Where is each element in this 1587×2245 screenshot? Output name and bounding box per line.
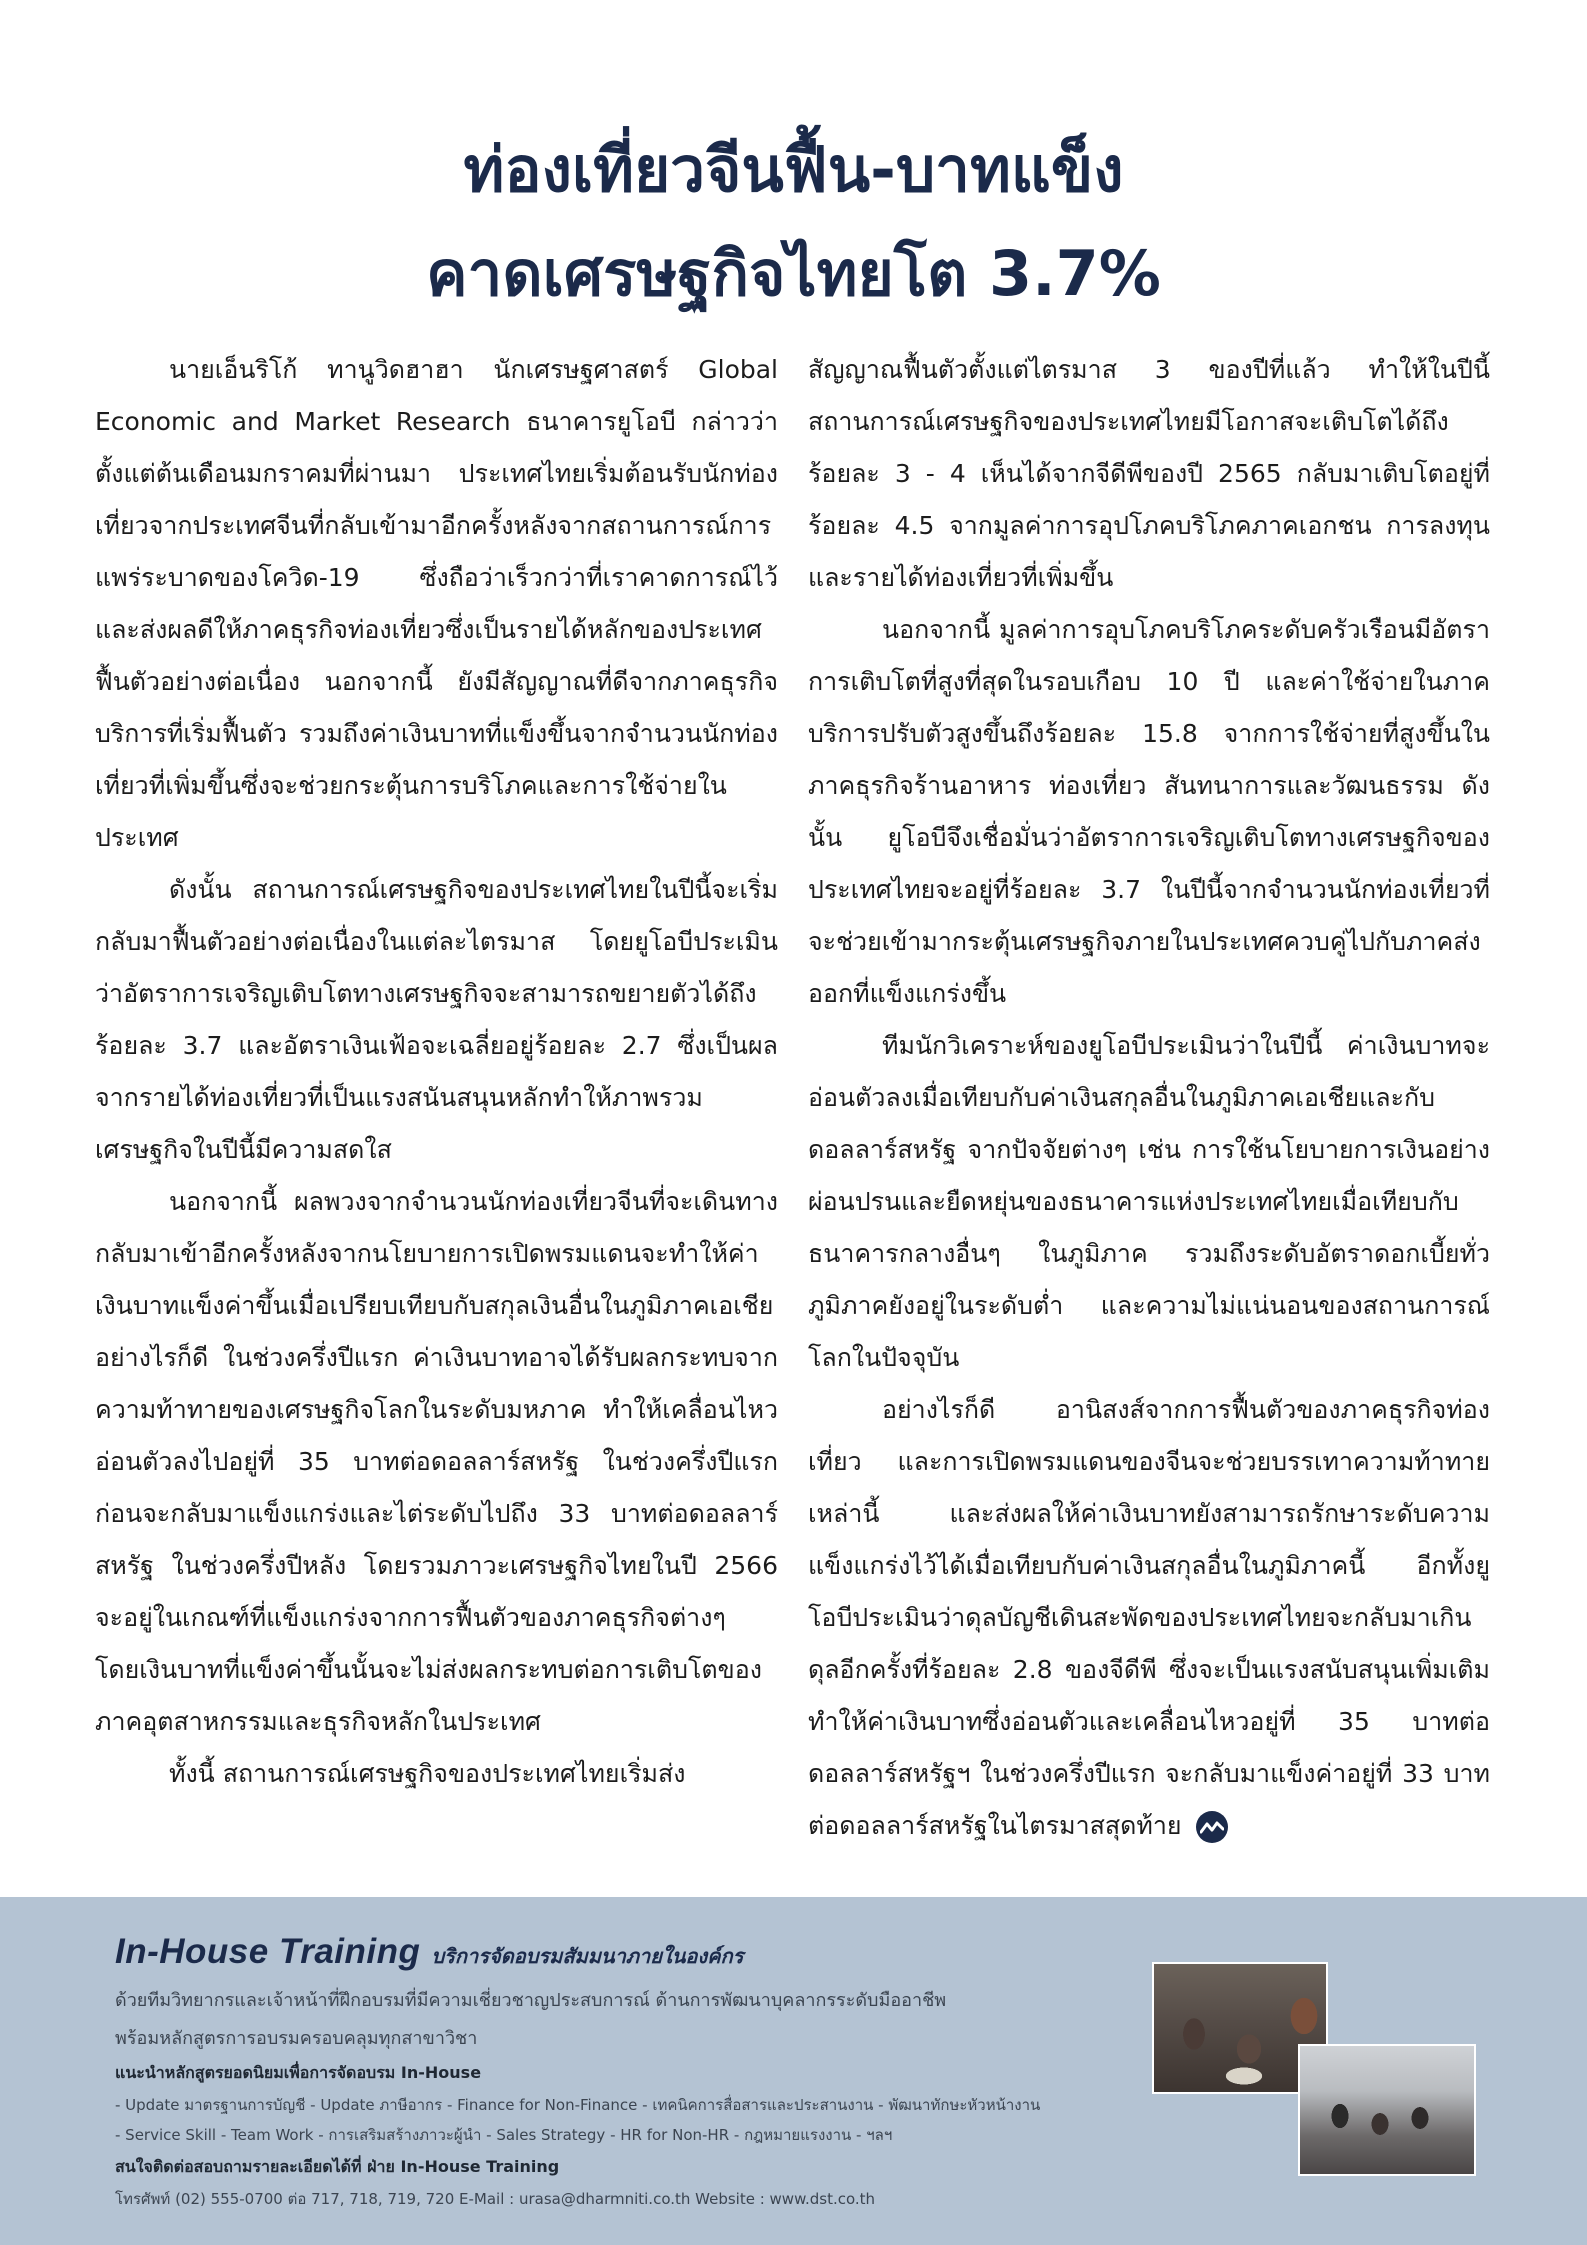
paragraph-last (808, 1384, 1490, 1852)
paragraph: นอกจากนี้ มูลค่าการอุบโภคบริโภคระดับครัวเรือนมีอัตราการเติบโตที่สูงที่สุดในรอบเกือบ 10 ปี และค่าใช้จ่ายในภาคบริการปรับตัวสูงขึ้นถึงร้อยละ 15.8 จากการใช้จ่ายที่สูงขึ้นในภาคธุรกิจร้านอาหาร ท่องเที่ยว สันทนาการและวัฒนธรรม ดังนั้น ยูโอบีจึงเชื่อมั่นว่าอัตราการเจริญเติบโตทางเศรษฐกิจของประเทศไทยจะอยู่ที่ร้อยละ 3.7 ในปีนี้จากจำนวนนักท่องเที่ยวที่จะช่วยเข้ามากระตุ้นเศรษฐกิจภายในประเทศควบคู่ไปกับภาคส่งออกที่แข็งแกร่งขึ้น (808, 615, 1490, 1008)
paragraph: นายเอ็นริโก้ ทานูวิดฮาฮา นักเศรษฐศาสตร์ Global Economic and Market Research ธนาคารยูโอบี กล่าวว่า ตั้งแต่ต้นเดือนมกราคมที่ผ่านมา ประเทศไทยเริ่มต้อนรับนักท่องเที่ยวจากประเทศจีนที่กลับเข้ามาอีกครั้งหลังจากสถานการณ์การแพร่ระบาดของโควิด-19 ซึ่งถือว่าเร็วกว่าที่เราคาดการณ์ไว้ และส่งผลดีให้ภาคธุรกิจท่องเที่ยวซึ่งเป็นรายได้หลักของประเทศฟื้นตัวอย่างต่อเนื่อง นอกจากนี้ ยังมีสัญญาณที่ดีจากภาคธุรกิจบริการที่เริ่มฟื้นตัว รวมถึงค่าเงินบาทที่แข็งขึ้นจากจำนวนนักท่องเที่ยวที่เพิ่มขึ้นซึ่งจะช่วยกระตุ้นการบริโภคและการใช้จ่ายในประเทศ (95, 355, 778, 852)
recommend-heading: แนะนำหลักสูตรยอดนิยมเพื่อการจัดอบรม In-House (115, 2063, 482, 2082)
paragraph: สัญญาณฟื้นตัวตั้งแต่ไตรมาส 3 ของปีที่แล้ว ทำให้ในปีนี้สถานการณ์เศรษฐกิจของประเทศไทยมีโอกาสจะเติบโตได้ถึงร้อยละ 3 - 4 เห็นได้จากจีดีพีของปี 2565 กลับมาเติบโตอยู่ที่ร้อยละ 4.5 จากมูลค่าการอุปโภคบริโภคภาคเอกชน การลงทุนและรายได้ท่องเที่ยวที่เพิ่มขึ้น (808, 355, 1490, 592)
dst-logo-icon (1196, 1811, 1228, 1843)
course-list-2: - Service Skill - Team Work - การเสริมสร้างภาวะผู้นำ - Sales Strategy - HR for Non-HR - กฎหมายแรงงาน - ฯลฯ (115, 2126, 893, 2144)
contact-info: โทรศัพท์ (02) 555-0700 ต่อ 717, 718, 719, 720 E-Mail : urasa@dharmniti.co.th Website : www.dst.co.th (115, 2190, 876, 2208)
course-list-1: - Update มาตรฐานการบัญชี - Update ภาษีอากร - Finance for Non-Finance - เทคนิคการสื่อสารและประสานงาน - พัฒนาทักษะหัวหน้างาน (115, 2096, 1041, 2114)
ad-description-2: พร้อมหลักสูตรการอบรมครอบคลุมทุกสาขาวิชา (115, 2028, 478, 2049)
paragraph: ทั้งนี้ สถานการณ์เศรษฐกิจของประเทศไทยเริ่มส่ง (169, 1759, 686, 1788)
brand-name: In-House Training (115, 1932, 421, 1971)
paragraph: ทีมนักวิเคราะห์ของยูโอบีประเมินว่าในปีนี้ ค่าเงินบาทจะอ่อนตัวลงเมื่อเทียบกับค่าเงินสกุลอื่นในภูมิภาคเอเชียและกับดอลลาร์สหรัฐ จากปัจจัยต่างๆ เช่น การใช้นโยบายการเงินอย่างผ่อนปรนและยืดหยุ่นของธนาคารแห่งประเทศไทยเมื่อเทียบกับธนาคารกลางอื่นๆ ในภูมิภาค รวมถึงระดับอัตราดอกเบี้ยทั่วภูมิภาคยังอยู่ในระดับต่ำ และความไม่แน่นอนของสถานการณ์โลกในปัจจุบัน (808, 1031, 1490, 1372)
title-line-2: คาดเศรษฐกิจไทยโต 3.7% (426, 237, 1161, 310)
left-column (95, 344, 778, 1800)
brand-subtitle: บริการจัดอบรมสัมมนาภายในองค์กร (431, 1944, 744, 1968)
right-column (808, 344, 1490, 1852)
contact-heading: สนใจติดต่อสอบถามรายละเอียดได้ที่ ฝ่าย In-House Training (115, 2157, 560, 2176)
paragraph-text: อย่างไรก็ดี อานิสงส์จากการฟื้นตัวของภาคธุรกิจท่องเที่ยว และการเปิดพรมแดนของจีนจะช่วยบรรเทาความท้าทายเหล่านี้ และส่งผลให้ค่าเงินบาทยังสามารถรักษาระดับความแข็งแกร่งไว้ได้เมื่อเทียบกับค่าเงินสกุลอื่นในภูมิภาคนี้ อีกทั้งยูโอบีประเมินว่าดุลบัญชีเดินสะพัดของประเทศไทยจะกลับมาเกินดุลอีกครั้งที่ร้อยละ 2.8 ของจีดีพี ซึ่งจะเป็นแรงสนับสนุนเพิ่มเติมทำให้ค่าเงินบาทซึ่งอ่อนตัวและเคลื่อนไหวอยู่ที่ 35 บาทต่อดอลลาร์สหรัฐฯ ในช่วงครึ่งปีแรก จะกลับมาแข็งค่าอยู่ที่ 33 บาทต่อดอลลาร์สหรัฐในไตรมาสสุดท้าย (808, 1395, 1490, 1840)
ad-description-1: ด้วยทีมวิทยากรและเจ้าหน้าที่ฝึกอบรมที่มีความเชี่ยวชาญประสบการณ์ ด้านการพัฒนาบุคลากรระดับมืออาชีพ (115, 1990, 947, 2011)
article-title (0, 118, 1587, 326)
in-house-training-ad (0, 1897, 1587, 2245)
seminar-photo (1298, 2044, 1476, 2176)
title-line-1: ท่องเที่ยวจีนฟื้น-บาทแข็ง (463, 133, 1124, 206)
ad-brand (115, 1932, 743, 1972)
paragraph: ดังนั้น สถานการณ์เศรษฐกิจของประเทศไทยในปีนี้จะเริ่มกลับมาฟื้นตัวอย่างต่อเนื่องในแต่ละไตรมาส โดยยูโอบีประเมินว่าอัตราการเจริญเติบโตทางเศรษฐกิจจะสามารถขยายตัวได้ถึงร้อยละ 3.7 และอัตราเงินเฟ้อจะเฉลี่ยอยู่ร้อยละ 2.7 ซึ่งเป็นผลจากรายได้ท่องเที่ยวที่เป็นแรงสนันสนุนหลักทำให้ภาพรวมเศรษฐกิจในปีนี้มีความสดใส (95, 875, 778, 1164)
paragraph: นอกจากนี้ ผลพวงจากจำนวนนักท่องเที่ยวจีนที่จะเดินทางกลับมาเข้าอีกครั้งหลังจากนโยบายการเปิดพรมแดนจะทำให้ค่าเงินบาทแข็งค่าขึ้นเมื่อเปรียบเทียบกับสกุลเงินอื่นในภูมิภาคเอเชีย อย่างไรก็ดี ในช่วงครึ่งปีแรก ค่าเงินบาทอาจได้รับผลกระทบจากความท้าทายของเศรษฐกิจโลกในระดับมหภาค ทำให้เคลื่อนไหวอ่อนตัวลงไปอยู่ที่ 35 บาทต่อดอลลาร์สหรัฐ ในช่วงครึ่งปีแรก ก่อนจะกลับมาแข็งแกร่งและไต่ระดับไปถึง 33 บาทต่อดอลลาร์สหรัฐ ในช่วงครึ่งปีหลัง โดยรวมภาวะเศรษฐกิจไทยในปี 2566 จะอยู่ในเกณฑ์ที่แข็งแกร่งจากการฟื้นตัวของภาคธุรกิจต่างๆ โดยเงินบาทที่แข็งค่าขึ้นนั้นจะไม่ส่งผลกระทบต่อการเติบโตของภาคอุตสาหกรรมและธุรกิจหลักในประเทศ (95, 1187, 778, 1736)
